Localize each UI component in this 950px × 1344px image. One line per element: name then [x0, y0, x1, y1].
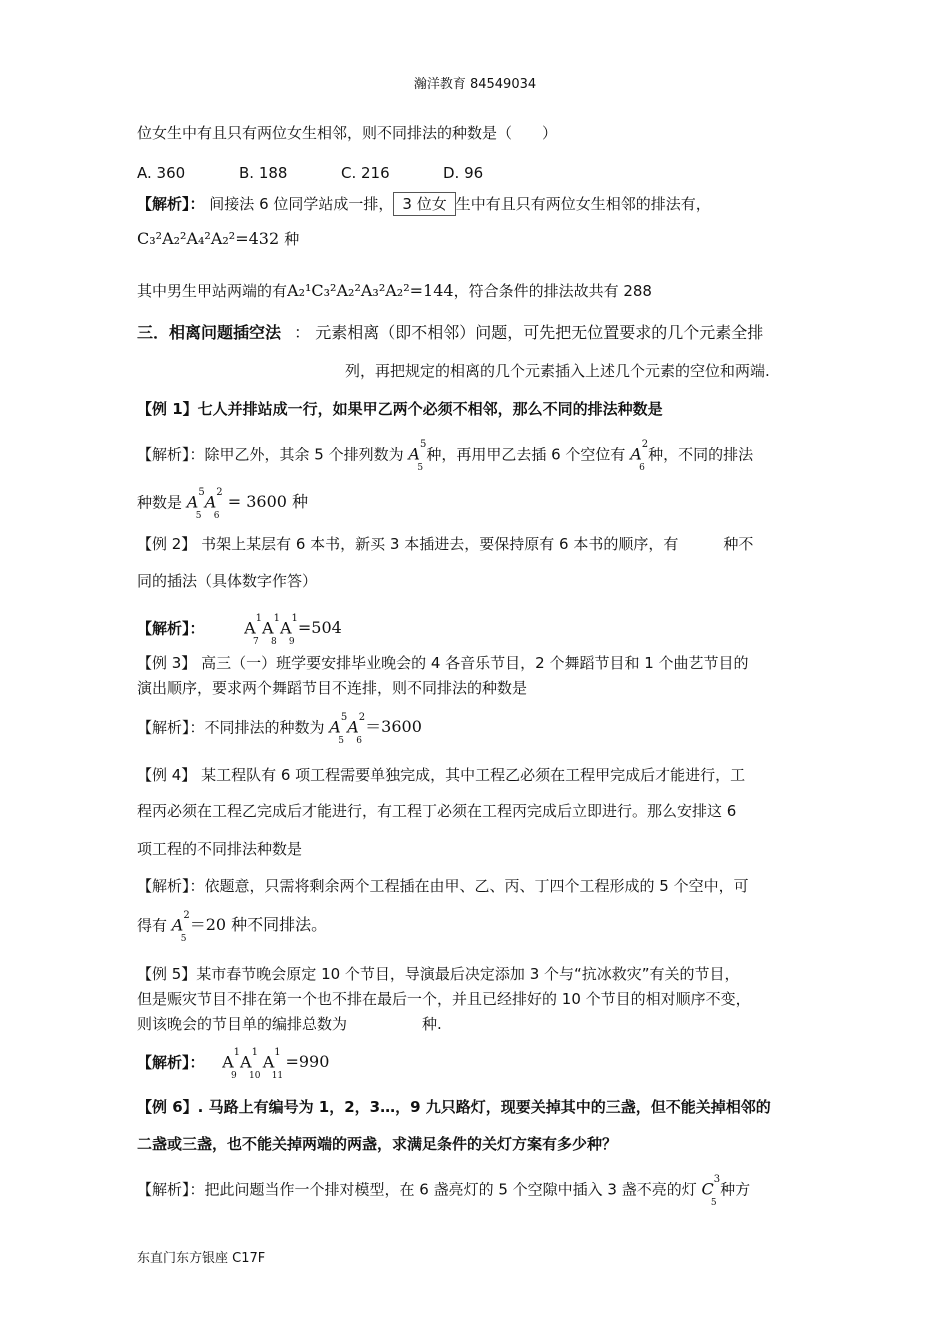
example-6-solution: 【解析】：把此问题当作一个排对模型，在 6 盏亮灯的 5 个空隙中插入 3 盏不亮的灯 $C^3$ 5 种方: [137, 1174, 751, 1209]
formula-a62: $A^2$ 6: [204, 487, 223, 522]
example-5-title: 【例 5】某市春节晚会原定 10 个节目，导演最后决定添加 3 个与“抗冰救灾”有关的节目，: [137, 965, 740, 983]
formula-a101: $A^1$ 10: [240, 1047, 261, 1082]
example-1-solution: 种数是 $A^5$ 5 $A^2$ 6 = 3600 种: [137, 487, 309, 522]
example-4-solution: 【解析】：依题意，只需将剩余两个工程插在由甲、乙、丙、丁四个工程形成的 5 个空中，可: [137, 877, 749, 895]
formula-a111: $A^1$ 11: [262, 1047, 284, 1082]
formula-a81: $A^1$ 8: [262, 613, 280, 648]
example-2-title: 【例 2】 书架上某层有 6 本书，新买 3 本插进去，要保持原有 6 本书的顺序，有 种不: [137, 535, 754, 553]
example-4-title: 项工程的不同排法种数是: [137, 840, 303, 858]
solution-line: 【解析】： 间接法 6 位同学站成一排， 3 位女 生中有且只有两位女生相邻的排法有，: [137, 192, 711, 216]
formula-a91: $A^1$ 9: [222, 1047, 241, 1082]
question-stem: 位女生中有且只有两位女生相邻，则不同排法的种数是（ ）: [137, 124, 558, 142]
solution-line: 其中男生甲站两端的有A₂¹C₃²A₂²A₃²A₂²=144，符合条件的排法故共有 288: [137, 281, 652, 300]
page-footer: 东直门东方银座 C17F: [137, 1251, 266, 1266]
example-4-title: 程丙必须在工程乙完成后才能进行，有工程丁必须在工程丙完成后立即进行。那么安排这 6: [137, 802, 737, 820]
highlight-box: 3 位女: [393, 192, 455, 216]
formula-line: C₃²A₂²A₄²A₂²=432 种: [137, 229, 300, 248]
formula-a55: $A^5$ 5: [186, 487, 205, 522]
option-d: D. 96: [443, 164, 484, 182]
example-4-solution: 得有 $A^2$ 5 ＝20 种不同排法。: [137, 910, 328, 945]
formula-a91: $A^1$ 9: [279, 613, 298, 648]
example-2-solution: 【解析】： $A^1$ 7 $A^1$ 8 $A^1$ 9 =504: [137, 613, 342, 648]
option-c: C. 216: [341, 164, 390, 182]
example-3-title: 【例 3】 高三（一）班学要安排毕业晚会的 4 各音乐节目，2 个舞蹈节目和 1 个曲艺节目的: [137, 654, 749, 672]
option-b: B. 188: [239, 164, 288, 182]
formula-a52: $A^2$ 5: [171, 910, 190, 945]
formula-a62: $A^2$ 6: [630, 439, 649, 474]
formula-c53: $C^3$ 5: [701, 1174, 721, 1209]
example-5-solution: 【解析】： $A^1$ 9 $A^1$ 10 $A^1$ 11 =990: [137, 1047, 330, 1082]
formula-a55: $A^5$ 5: [329, 712, 348, 747]
example-6-title: 【例 6】. 马路上有编号为 1，2，3…，9 九只路灯，现要关掉其中的三盏，但不能关掉相邻的: [137, 1098, 771, 1116]
example-2-title: 同的插法（具体数字作答）: [137, 572, 318, 590]
formula: C₃²A₂²A₄²A₂²=432: [137, 229, 280, 248]
example-5-title: 但是赈灾节目不排在第一个也不排在最后一个，并且已经排好的 10 个节目的相对顺序不变，: [137, 990, 751, 1008]
option-a: A. 360: [137, 164, 186, 182]
formula-a55: $A^5$ 5: [408, 439, 427, 474]
example-1-title: 【例 1】七人并排站成一行，如果甲乙两个必须不相邻，那么不同的排法种数是: [137, 400, 663, 418]
example-3-solution: 【解析】：不同排法的种数为 $A^5$ 5 $A^2$ 6 ＝3600: [137, 712, 422, 747]
formula-a62: $A^2$ 6: [347, 712, 366, 747]
example-3-title: 演出顺序，要求两个舞蹈节目不连排，则不同排法的种数是: [137, 679, 528, 697]
section-heading: 三．相离问题插空法 ： 元素相离（即不相邻）问题，可先把无位置要求的几个元素全排: [137, 323, 764, 342]
example-5-title: 则该晚会的节目单的编排总数为 种.: [137, 1015, 442, 1033]
example-6-title: 二盏或三盏，也不能关掉两端的两盏，求满足条件的关灯方案有多少种？: [137, 1135, 618, 1153]
example-4-title: 【例 4】 某工程队有 6 项工程需要单独完成，其中工程乙必须在工程甲完成后才能进行，工: [137, 766, 746, 784]
formula-a71: $A^1$ 7: [244, 613, 263, 648]
answer-options: [137, 162, 545, 184]
section-desc: 列，再把规定的相离的几个元素插入上述几个元素的空位和两端.: [345, 362, 770, 380]
example-1-solution: 【解析】：除甲乙外，其余 5 个排列数为 $A^5$ 5 种，再用甲乙去插 6 个空位有 $A^2$ 6 种，不同的排法: [137, 439, 754, 474]
page-header: 瀚洋教育 84549034: [413, 77, 537, 92]
formula: A₂¹C₃²A₂²A₃²A₂²=144: [287, 281, 454, 300]
